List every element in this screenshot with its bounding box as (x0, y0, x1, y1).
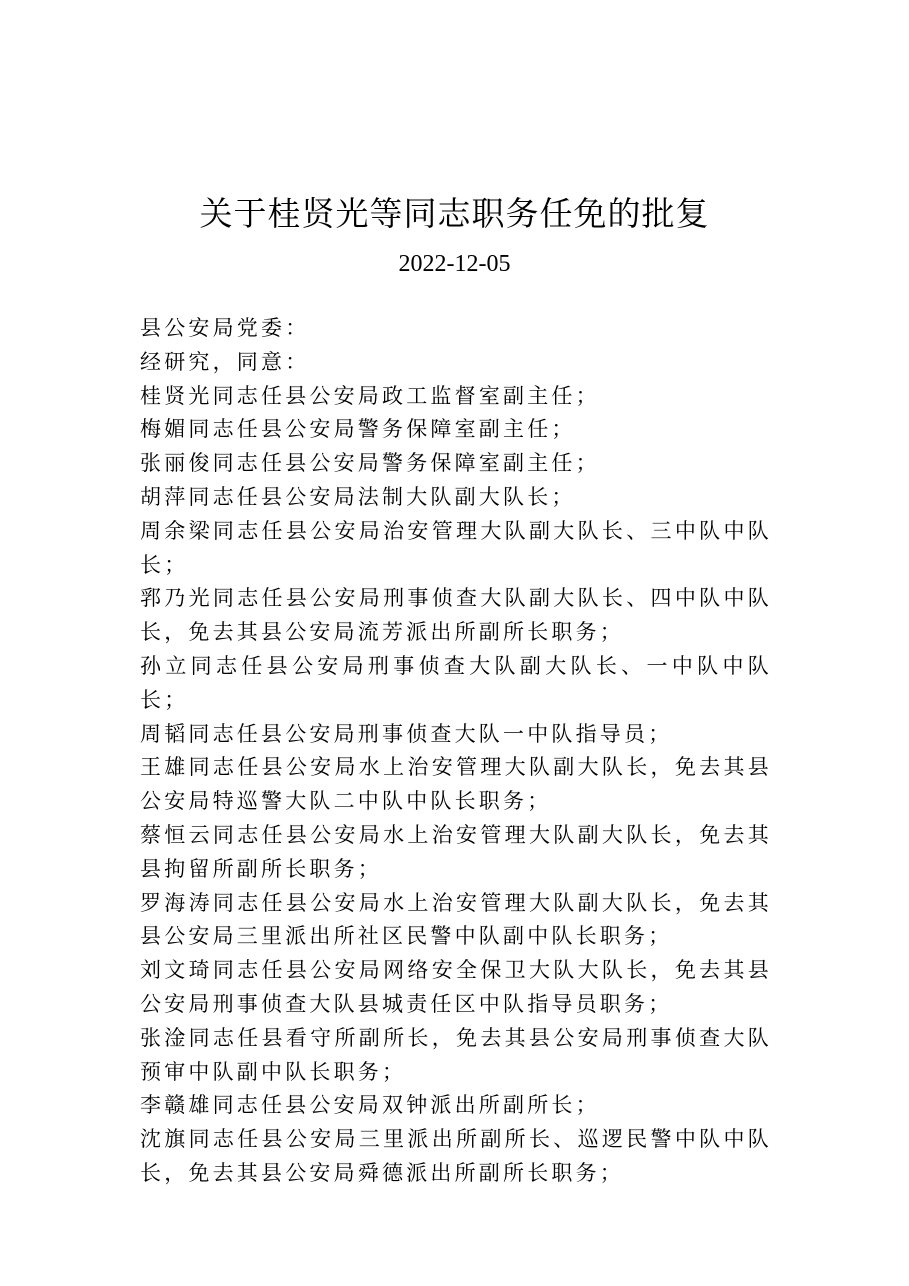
paragraph: 胡萍同志任县公安局法制大队副大队长； (140, 484, 576, 509)
paragraph: 罗海涛同志任县公安局水上治安管理大队副大队长，免去其县公安局三里派出所社区民警中队副中队长职务； (140, 890, 772, 949)
paragraph: 郛乃光同志任县公安局刑事侦查大队副大队长、四中队中队长，免去其县公安局流芳派出所副所长职务； (140, 586, 772, 645)
paragraph: 蔡恒云同志任县公安局水上治安管理大队副大队长，免去其县拘留所副所长职务； (140, 822, 772, 881)
paragraph: 梅媚同志任县公安局警务保障室副主任； (140, 417, 576, 442)
paragraph: 桂贤光同志任县公安局政工监督室副主任； (140, 383, 600, 408)
paragraph: 周韬同志任县公安局刑事侦查大队一中队指导员； (140, 721, 673, 746)
paragraph: 刘文琦同志任县公安局网络安全保卫大队大队长，免去其县公安局刑事侦查大队县城责任区中队指导员职务； (140, 958, 772, 1016)
paragraph: 周余梁同志任县公安局治安管理大队副大队长、三中队中队长； (140, 518, 772, 577)
paragraph: 张丽俊同志任县公安局警务保障室副主任； (140, 451, 600, 476)
document-body (140, 312, 772, 1191)
paragraph: 经研究，同意： (140, 349, 310, 374)
document-title: 关于桂贤光等同志职务任免的批复 (199, 194, 710, 233)
paragraph: 张淦同志任县看守所副所长，免去其县公安局刑事侦查大队预审中队副中队长职务； (140, 1025, 772, 1084)
paragraph: 王雄同志任县公安局水上治安管理大队副大队长，免去其县公安局特巡警大队二中队中队长职务； (140, 755, 772, 814)
paragraph: 沈旗同志任县公安局三里派出所副所长、巡逻民警中队中队长，免去其县公安局舜德派出所副所长职务； (140, 1127, 772, 1185)
paragraph: 县公安局党委： (140, 316, 310, 340)
paragraph: 孙立同志任县公安局刑事侦查大队副大队长、一中队中队长； (140, 653, 772, 712)
paragraph: 李赣雄同志任县公安局双钟派出所副所长； (140, 1093, 600, 1118)
document-date: 2022-12-05 (398, 251, 511, 277)
